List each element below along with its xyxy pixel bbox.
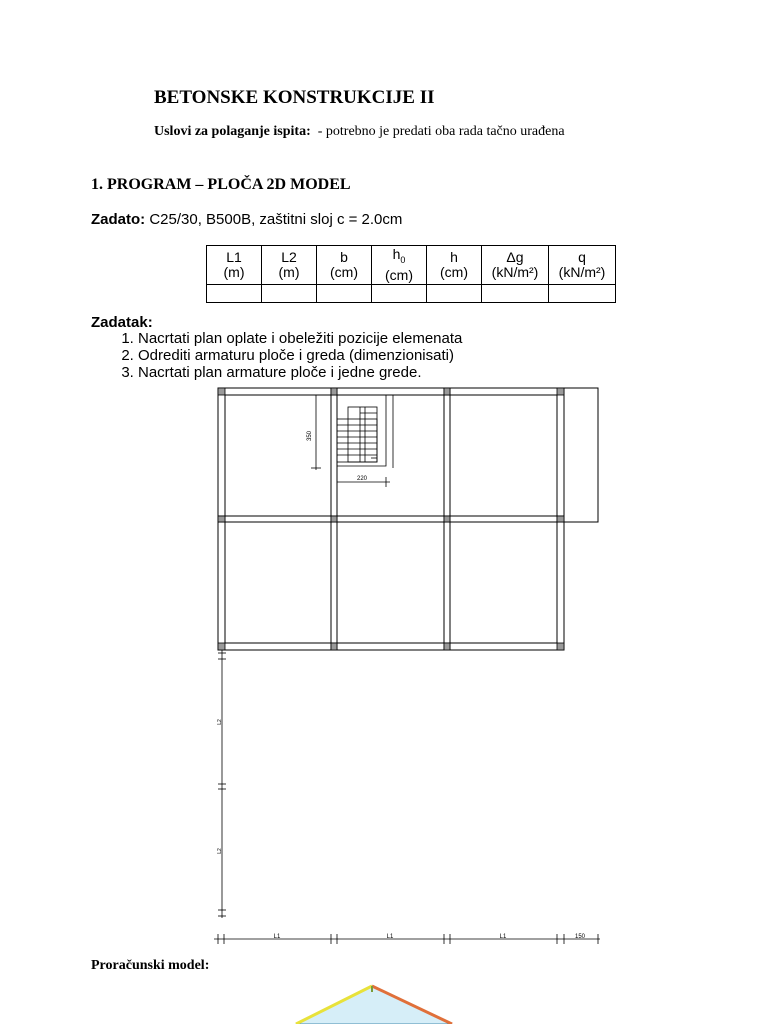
given-label: Zadato:: [91, 211, 146, 228]
stair-dimensions: [311, 395, 390, 487]
model-label: Proračunski model:: [91, 958, 210, 973]
task-item: 2. Odrediti armaturu ploče i greda (dimenzionisati): [138, 347, 462, 364]
col-dg: Δg (kN/m²): [482, 246, 549, 285]
task-item: 3. Nacrtati plan armature ploče i jedne grede.: [138, 364, 462, 381]
task-item: 1. Nacrtati plan oplate i obeležiti pozicije elemenata: [138, 330, 462, 347]
col-h: h (cm): [427, 246, 482, 285]
model-preview-image: [296, 986, 452, 1024]
col-l1: L1 (m): [207, 246, 262, 285]
columns: [218, 388, 564, 650]
left-dimension-line: [218, 650, 226, 918]
conditions-text: - potrebno je predati oba rada tačno urađena: [317, 124, 565, 139]
stair-opening: [337, 395, 393, 468]
dim-bottom-4: 150: [574, 934, 586, 940]
bottom-dimension-line: [214, 934, 600, 944]
dim-bottom-2: L1: [386, 934, 394, 940]
given-text: C25/30, B500B, zaštitni sloj c = 2.0cm: [149, 211, 403, 228]
stair-height-label: 350: [307, 430, 313, 442]
col-h0: $h_0$ (cm): [372, 246, 427, 285]
beam-grid: [218, 388, 598, 650]
stair-width-label: 220: [356, 476, 368, 482]
dim-left-2: L2: [217, 848, 223, 854]
col-b: b (cm): [317, 246, 372, 285]
task-label: Zadatak:: [91, 314, 153, 331]
section-title: 1. PROGRAM – PLOČA 2D MODEL: [91, 176, 351, 193]
dim-bottom-1: L1: [273, 934, 281, 940]
col-l2: L2 (m): [262, 246, 317, 285]
conditions-label: Uslovi za polaganje ispita:: [154, 124, 311, 139]
document-title: BETONSKE KONSTRUKCIJE II: [154, 87, 435, 108]
dim-left-1: L2: [217, 719, 223, 725]
dim-bottom-3: L1: [499, 934, 507, 940]
col-q: q (kN/m²): [549, 246, 616, 285]
